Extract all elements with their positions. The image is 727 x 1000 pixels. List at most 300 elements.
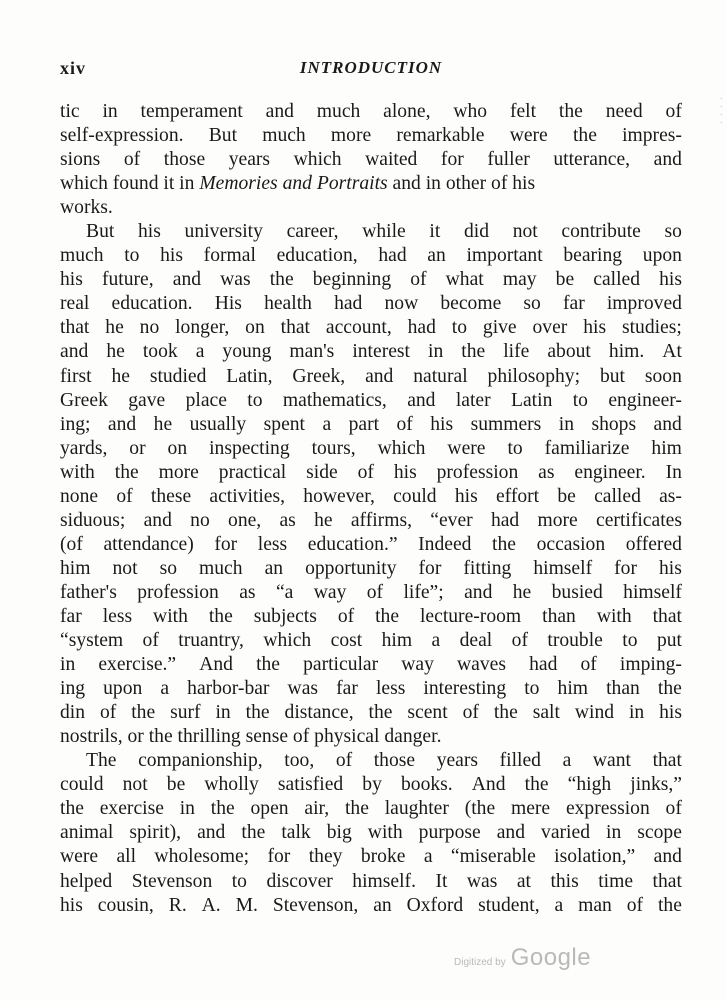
word: for	[267, 846, 291, 868]
paragraph-start-line	[60, 220, 682, 244]
word: so	[159, 557, 177, 579]
word: in	[606, 822, 622, 844]
word: over	[532, 317, 568, 339]
word: him	[60, 557, 91, 579]
word: the	[492, 533, 516, 555]
word: himself	[623, 581, 682, 603]
word: with	[596, 605, 632, 627]
word: subjects	[253, 605, 317, 627]
word: he	[106, 341, 125, 363]
word: man	[578, 894, 612, 916]
word: distance,	[284, 702, 354, 724]
word: the	[558, 101, 583, 122]
word: books.	[400, 774, 453, 796]
word: His	[214, 293, 242, 315]
scan-edge-marks: · · · ·	[719, 94, 723, 129]
word: But	[208, 125, 238, 147]
word: Stevenson	[131, 870, 213, 892]
word: the	[493, 702, 518, 724]
word: waves	[457, 654, 506, 676]
word: expression	[565, 798, 650, 820]
word: alone,	[383, 101, 431, 122]
word: were	[447, 437, 486, 459]
word: at	[516, 870, 531, 892]
word: a	[160, 678, 170, 700]
word: to	[451, 317, 468, 339]
word: want	[592, 750, 631, 772]
word: an	[373, 894, 392, 916]
word: be	[557, 485, 576, 507]
word: wholesome;	[154, 846, 250, 868]
word: his	[430, 413, 454, 435]
word: not	[112, 557, 138, 579]
word: was	[220, 269, 251, 291]
word: the	[131, 702, 156, 724]
word: they	[308, 846, 343, 868]
word: And	[471, 774, 506, 796]
word: big	[326, 822, 352, 844]
word: of	[580, 654, 597, 676]
word: had	[378, 245, 407, 267]
word: spirit),	[129, 822, 182, 844]
text-line	[60, 437, 682, 461]
word: those	[373, 750, 416, 772]
text-line	[60, 629, 682, 653]
word: of	[337, 605, 355, 627]
word: his	[659, 702, 682, 724]
word: to	[507, 437, 523, 459]
word: called	[593, 269, 641, 291]
word: much	[199, 557, 243, 579]
word: the	[208, 605, 233, 627]
word: none	[60, 485, 99, 507]
word: The	[86, 750, 117, 772]
word: become	[440, 293, 502, 315]
word: himself	[533, 557, 593, 579]
word: a	[322, 413, 332, 435]
word: university	[184, 221, 263, 243]
word: more	[537, 509, 578, 531]
word: with	[367, 822, 403, 844]
word: animal	[60, 822, 114, 844]
text-line	[60, 340, 682, 364]
word: wind	[574, 702, 615, 724]
word: Latin,	[226, 365, 273, 387]
word: account,	[325, 317, 392, 339]
word: the	[375, 605, 400, 627]
word: truantry,	[178, 630, 244, 652]
word: formal	[203, 245, 256, 267]
page-number: xiv	[60, 58, 87, 78]
word: what	[445, 269, 484, 291]
text-line	[60, 701, 682, 725]
word: had	[529, 654, 558, 676]
word: spent	[263, 413, 305, 435]
word: years	[436, 750, 479, 772]
text-line	[60, 389, 682, 413]
word: did	[463, 221, 490, 243]
word: fuller	[487, 149, 530, 171]
word: much	[262, 125, 306, 147]
word: “a	[275, 581, 294, 603]
word: certificates	[596, 509, 682, 531]
word: to	[524, 678, 540, 700]
word: give	[482, 317, 517, 339]
word: could	[393, 485, 437, 507]
word: It	[435, 870, 448, 892]
word: of	[99, 702, 117, 724]
word: was	[466, 870, 498, 892]
word: surf	[170, 702, 201, 724]
word: those	[163, 149, 206, 171]
word: real	[60, 293, 90, 315]
word: his	[160, 245, 183, 267]
word: to	[231, 870, 247, 892]
word: affirms,	[350, 509, 412, 531]
word: discover	[266, 870, 333, 892]
word: self-expression.	[60, 125, 184, 147]
text-line	[60, 581, 682, 605]
word: M.	[235, 894, 258, 916]
word: and	[172, 269, 202, 291]
word: for	[418, 557, 442, 579]
word: in	[60, 654, 76, 676]
word: a	[562, 750, 572, 772]
word: isolation,”	[554, 846, 636, 868]
word: and	[197, 822, 226, 844]
word: his	[137, 221, 161, 243]
word: a	[554, 894, 564, 916]
word: open	[250, 798, 289, 820]
word: that	[280, 317, 311, 339]
word: and	[143, 509, 172, 531]
word: of	[116, 485, 133, 507]
word: side	[306, 461, 338, 483]
word: and	[653, 149, 682, 171]
word: about	[547, 341, 591, 363]
word: familiarize	[544, 437, 630, 459]
word: deal	[459, 630, 493, 652]
word: and	[496, 822, 526, 844]
word: as	[239, 581, 256, 603]
word: he	[105, 317, 124, 339]
word: helped	[60, 870, 113, 892]
word: student,	[478, 894, 540, 916]
word: education.	[111, 293, 193, 315]
word: the	[241, 822, 266, 844]
word: a	[431, 630, 441, 652]
word: education,	[276, 245, 358, 267]
word: And	[199, 654, 233, 676]
word: for	[614, 557, 637, 579]
word: varied	[541, 822, 590, 844]
word: impres-	[622, 125, 682, 147]
text-line	[60, 677, 682, 701]
word: ing;	[60, 413, 91, 435]
word: first	[60, 365, 92, 387]
word: busied	[551, 581, 603, 603]
text-line	[60, 268, 682, 292]
word: way	[313, 581, 347, 603]
word: far	[336, 678, 358, 700]
word: of	[357, 461, 374, 483]
word: profession	[137, 581, 219, 603]
word: he	[512, 581, 532, 603]
word: and	[407, 389, 436, 411]
paragraph-start-line	[60, 749, 682, 773]
word: himself.	[352, 870, 416, 892]
word: exercise	[99, 798, 164, 820]
word: Oxford	[406, 894, 464, 916]
word: of	[410, 269, 427, 291]
word: future,	[101, 269, 154, 291]
word: less	[102, 605, 133, 627]
word: for	[440, 149, 464, 171]
word: tours,	[311, 437, 356, 459]
word: Greek	[60, 389, 108, 411]
word: may	[502, 269, 537, 291]
word: more	[330, 125, 372, 147]
word: interest	[352, 341, 410, 363]
word: soon	[644, 365, 682, 387]
word: his	[60, 894, 83, 916]
word: At	[662, 341, 682, 363]
running-title: INTRODUCTION	[299, 58, 443, 77]
text-line	[60, 797, 682, 821]
book-page	[60, 58, 682, 918]
word: than	[542, 605, 576, 627]
word: and	[653, 846, 682, 868]
word: air,	[304, 798, 330, 820]
word: companionship,	[138, 750, 263, 772]
word: in	[179, 798, 195, 820]
word: to	[572, 389, 588, 411]
word: he	[111, 365, 130, 387]
word: in	[102, 101, 118, 122]
text-line	[60, 773, 682, 797]
word: natural	[413, 365, 468, 387]
text-line	[60, 100, 682, 124]
word: of	[396, 413, 413, 435]
word: longer,	[175, 317, 230, 339]
word: in	[558, 413, 574, 435]
word: and	[265, 101, 294, 122]
word: and	[107, 413, 137, 435]
word: one,	[228, 509, 262, 531]
word: practical	[218, 461, 287, 483]
word: him	[651, 437, 682, 459]
word: so	[523, 293, 541, 315]
word: (of	[60, 533, 83, 555]
word: be	[166, 774, 186, 796]
word: less	[257, 533, 288, 555]
word: wholly	[204, 774, 259, 796]
word: health	[264, 293, 312, 315]
word: effort	[495, 485, 540, 507]
word: part	[348, 413, 380, 435]
word: felt	[509, 101, 537, 122]
word: took	[142, 341, 178, 363]
word: as-	[659, 485, 682, 507]
word: that	[652, 750, 682, 772]
word: waited	[365, 149, 418, 171]
word: mere	[510, 798, 551, 820]
word: him	[381, 630, 413, 652]
word: utterance,	[553, 149, 631, 171]
word: “miserable	[450, 846, 536, 868]
word: of	[665, 798, 682, 820]
word: important	[466, 245, 543, 267]
word: laughter	[384, 798, 449, 820]
word: A.	[201, 894, 221, 916]
word: upon	[642, 245, 682, 267]
word: not	[512, 221, 538, 243]
word: in	[428, 341, 444, 363]
word: of	[626, 894, 644, 916]
word: no	[190, 509, 210, 531]
word: din	[60, 702, 86, 724]
word: his	[583, 317, 607, 339]
word: studied	[149, 365, 207, 387]
word: his	[454, 485, 478, 507]
word: exercise.”	[98, 654, 177, 676]
word: interesting	[423, 678, 507, 700]
text-line	[60, 124, 682, 148]
word: place	[185, 389, 227, 411]
word: cost	[330, 630, 363, 652]
word: summers	[470, 413, 542, 435]
word: while	[362, 221, 406, 243]
word: to	[247, 389, 263, 411]
word: of	[462, 702, 479, 724]
word: occasion	[536, 533, 606, 555]
word: him.	[608, 341, 645, 363]
text-line	[60, 292, 682, 316]
word: life	[503, 341, 530, 363]
text-line	[60, 845, 682, 869]
word: no	[139, 317, 160, 339]
text-line	[60, 653, 682, 677]
word: the	[245, 702, 270, 724]
word: it	[429, 221, 441, 243]
word: harbor-bar	[187, 678, 270, 700]
word: and	[60, 341, 89, 363]
text-line: nostrils, or the thrilling sense of physical danger.	[60, 726, 442, 748]
word: the	[210, 798, 235, 820]
word: and	[365, 365, 394, 387]
word: Latin	[511, 389, 553, 411]
word: far	[562, 293, 585, 315]
watermark-caption: Digitized by	[454, 957, 506, 968]
word: gave	[128, 389, 166, 411]
word: father's	[60, 581, 117, 603]
word: In	[665, 461, 682, 483]
word: in	[215, 702, 231, 724]
word: fitting	[463, 557, 512, 579]
word: R.	[168, 894, 187, 916]
word: contribute	[561, 221, 641, 243]
word: particular	[303, 654, 379, 676]
word: had	[490, 509, 520, 531]
word: man's	[289, 341, 335, 363]
word: opportunity	[305, 557, 397, 579]
word: or	[129, 437, 146, 459]
word: profession	[436, 461, 519, 483]
word: his	[393, 461, 417, 483]
line-fragment	[60, 172, 535, 196]
word: a	[195, 341, 205, 363]
word: “high	[567, 774, 612, 796]
word: that	[60, 317, 90, 339]
word: less	[375, 678, 406, 700]
word: filled	[499, 750, 541, 772]
word: the	[572, 125, 597, 147]
text-line	[60, 509, 682, 533]
word: could	[60, 774, 104, 796]
word: studies;	[621, 317, 682, 339]
word: not	[122, 774, 148, 796]
word: activities,	[209, 485, 286, 507]
word: but	[599, 365, 625, 387]
word: “ever	[430, 509, 473, 531]
word: in	[628, 702, 645, 724]
word: on	[167, 437, 188, 459]
word: an	[427, 245, 446, 267]
text-line	[60, 894, 682, 918]
text-line	[60, 244, 682, 268]
word: the	[368, 702, 393, 724]
word: broke	[360, 846, 406, 868]
word: too,	[284, 750, 315, 772]
word: him	[557, 678, 589, 700]
text-line	[60, 605, 682, 629]
word: were	[509, 125, 548, 147]
word: young	[222, 341, 272, 363]
text-line: works.	[60, 197, 113, 219]
text-line	[60, 365, 682, 389]
word: much	[316, 101, 361, 122]
word: engineer-	[608, 389, 682, 411]
word: as	[279, 509, 296, 531]
word: usually	[189, 413, 247, 435]
text-line	[60, 870, 682, 894]
word: tic	[60, 101, 80, 122]
word: with	[60, 461, 95, 483]
word: to	[124, 245, 140, 267]
word: yards,	[60, 437, 108, 459]
word: that	[652, 870, 682, 892]
word: and	[653, 413, 682, 435]
word: improved	[606, 293, 682, 315]
word: an	[264, 557, 284, 579]
word: career,	[286, 221, 339, 243]
google-logo: Google	[510, 944, 592, 971]
word: philosophy;	[487, 365, 581, 387]
word: talk	[281, 822, 311, 844]
word: the	[657, 894, 682, 916]
word: sions	[60, 149, 101, 171]
word: mathematics,	[282, 389, 387, 411]
word: he	[153, 413, 173, 435]
text-line	[60, 316, 682, 340]
word: shops	[591, 413, 637, 435]
word: to	[622, 630, 638, 652]
body-text	[60, 100, 682, 918]
word: a	[423, 846, 433, 868]
word: education.”	[307, 533, 398, 555]
word: upon	[103, 678, 143, 700]
word: remarkable	[396, 125, 485, 147]
